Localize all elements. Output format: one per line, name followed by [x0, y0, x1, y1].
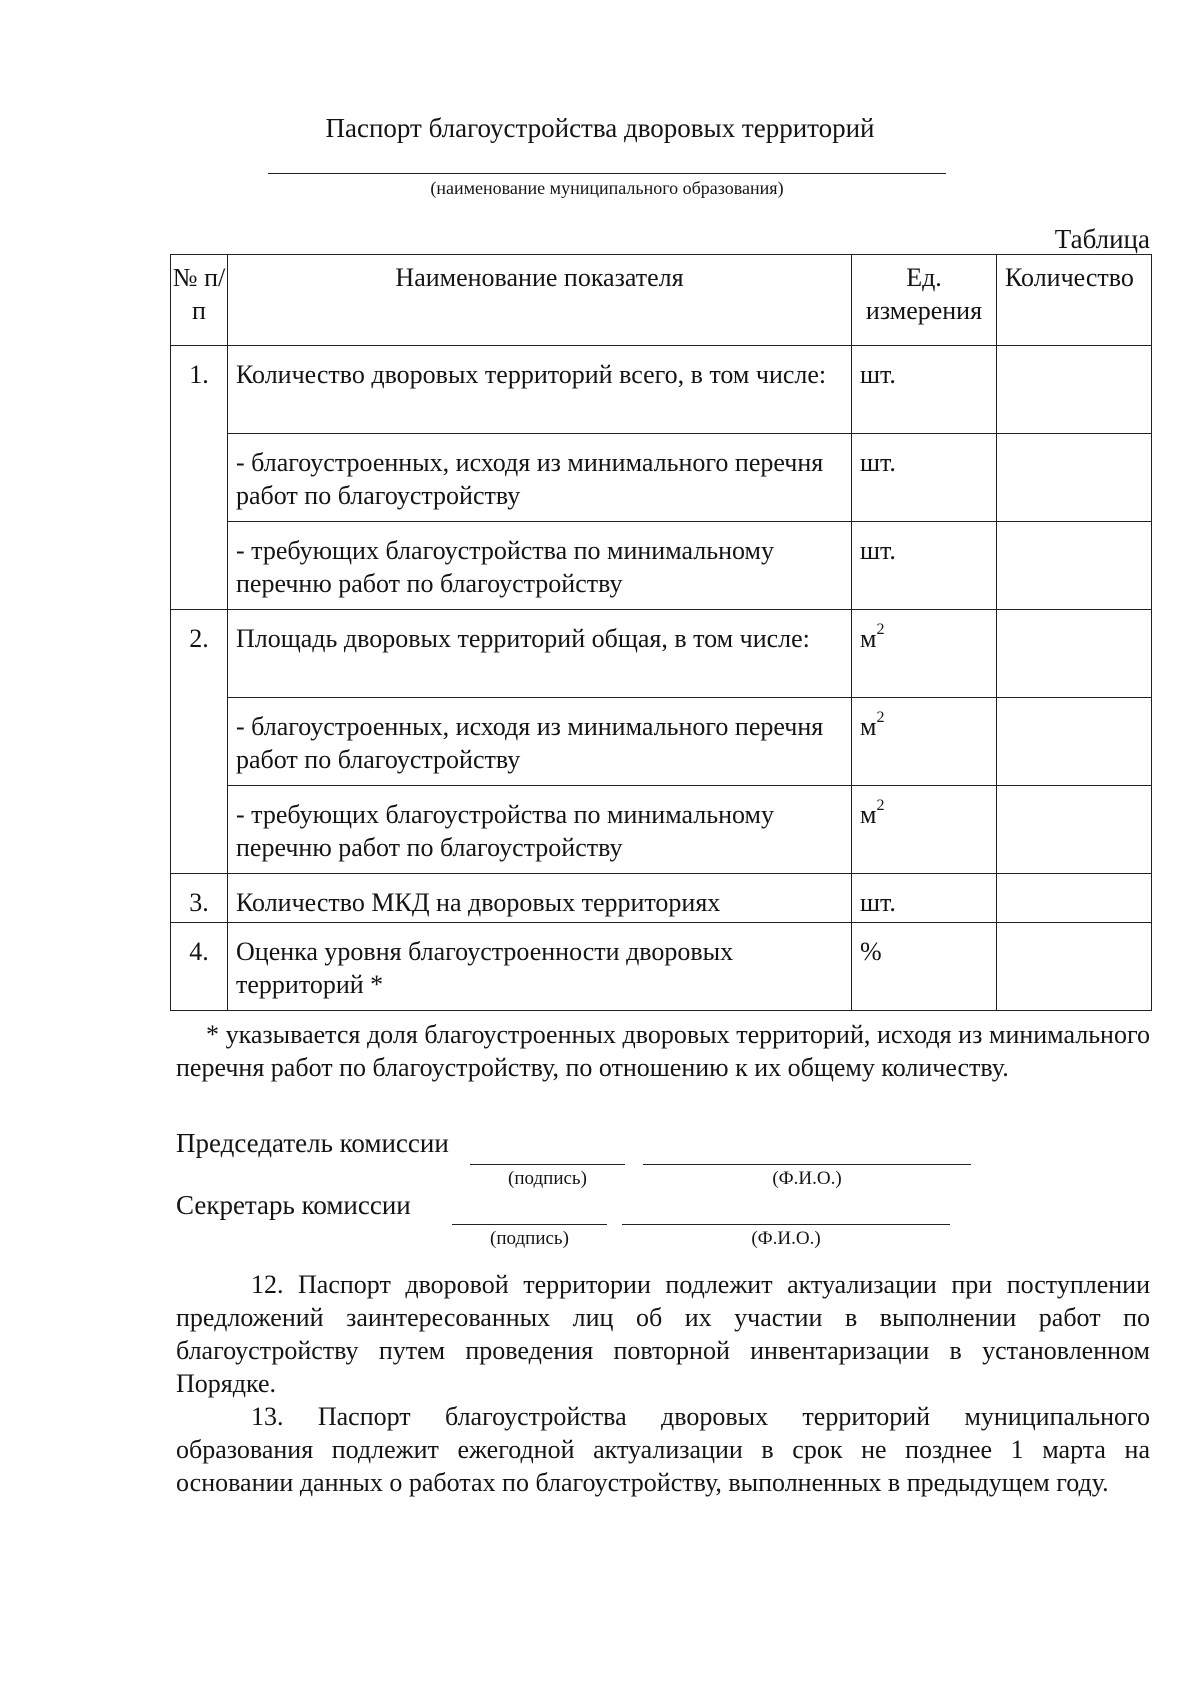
passport-table: [170, 254, 1152, 1011]
table-row: [171, 874, 1152, 923]
row-name: - благоустроенных, исходя из минимального перечня работ по благоустройству: [228, 434, 852, 522]
row-name: Количество МКД на дворовых территориях: [228, 874, 852, 923]
row-name: - благоустроенных, исходя из минимального перечня работ по благоустройству: [228, 698, 852, 786]
table-header-row: [171, 255, 1152, 346]
chairman-signature-line: [470, 1164, 625, 1165]
row-qty: [997, 522, 1152, 610]
header-qty: Количество: [997, 255, 1152, 346]
row-unit: [852, 698, 997, 786]
row-name: - требующих благоустройства по минимальному перечню работ по благоустройству: [228, 522, 852, 610]
chairman-signature-caption: (подпись): [508, 1168, 587, 1189]
secretary-name-caption: (Ф.И.О.): [751, 1228, 821, 1249]
row-unit: шт.: [852, 346, 997, 434]
document-title: Паспорт благоустройства дворовых территорий: [325, 113, 875, 143]
row-unit: шт.: [852, 874, 997, 923]
table-row: [171, 923, 1152, 1011]
row-qty: [997, 874, 1152, 923]
row-num: 1.: [171, 346, 228, 610]
row-qty: [997, 923, 1152, 1011]
footnote-text: * указывается доля благоустроенных дворовых территорий, исходя из минимального перечня работ по благоустройству, по отношению к их общему количеству.: [176, 1020, 1150, 1082]
chairman-name-caption: (Ф.И.О.): [772, 1168, 842, 1189]
row-qty: [997, 698, 1152, 786]
unit-text: м: [860, 712, 877, 741]
unit-superscript: 2: [876, 621, 885, 639]
row-name: Оценка уровня благоустроенности дворовых территорий *: [228, 923, 852, 1011]
unit-superscript: 2: [876, 709, 885, 727]
row-unit: [852, 786, 997, 874]
unit-text: м: [860, 800, 877, 829]
secretary-signature-caption: (подпись): [490, 1228, 569, 1249]
row-name: Площадь дворовых территорий общая, в том числе:: [228, 610, 852, 698]
municipality-underline: [268, 173, 946, 174]
row-name: - требующих благоустройства по минимальному перечню работ по благоустройству: [228, 786, 852, 874]
row-unit: %: [852, 923, 997, 1011]
table-label: Таблица: [1054, 224, 1150, 254]
row-qty: [997, 346, 1152, 434]
table-row: [171, 346, 1152, 434]
secretary-signature-line: [452, 1224, 607, 1225]
unit-text: м: [860, 624, 877, 653]
table-row: [171, 522, 1152, 610]
header-name: Наименование показателя: [228, 255, 852, 346]
table-row: [171, 786, 1152, 874]
table-row: [171, 434, 1152, 522]
row-num: 2.: [171, 610, 228, 874]
chairman-name-line: [643, 1164, 971, 1165]
header-num: № п/п: [171, 255, 228, 346]
secretary-label: Секретарь комиссии: [176, 1190, 411, 1220]
paragraph-13: 13. Паспорт благоустройства дворовых территорий муниципального образования подлежит ежегодной актуализации в срок не позднее 1 марта на основании данных о работах по благоустройству, выполненных в предыдущем году.: [176, 1402, 1150, 1497]
row-unit: [852, 610, 997, 698]
row-qty: [997, 610, 1152, 698]
footnote: [176, 1018, 1150, 1084]
municipality-caption: (наименование муниципального образования): [430, 178, 784, 198]
header-unit: Ед. измерения: [852, 255, 997, 346]
table-row: [171, 610, 1152, 698]
paragraph-12: 12. Паспорт дворовой территории подлежит актуализации при поступлении предложений заинтересованных лиц об их участии в выполнении работ по благоустройству путем проведения повторной инвентаризации в установленном Порядке.: [176, 1270, 1150, 1398]
row-name: Количество дворовых территорий всего, в том числе:: [228, 346, 852, 434]
unit-superscript: 2: [876, 797, 885, 815]
chairman-label: Председатель комиссии: [176, 1128, 449, 1158]
row-num: 4.: [171, 923, 228, 1011]
row-qty: [997, 434, 1152, 522]
row-num: 3.: [171, 874, 228, 923]
secretary-name-line: [622, 1224, 950, 1225]
row-unit: шт.: [852, 434, 997, 522]
table-row: [171, 698, 1152, 786]
row-unit: шт.: [852, 522, 997, 610]
row-qty: [997, 786, 1152, 874]
